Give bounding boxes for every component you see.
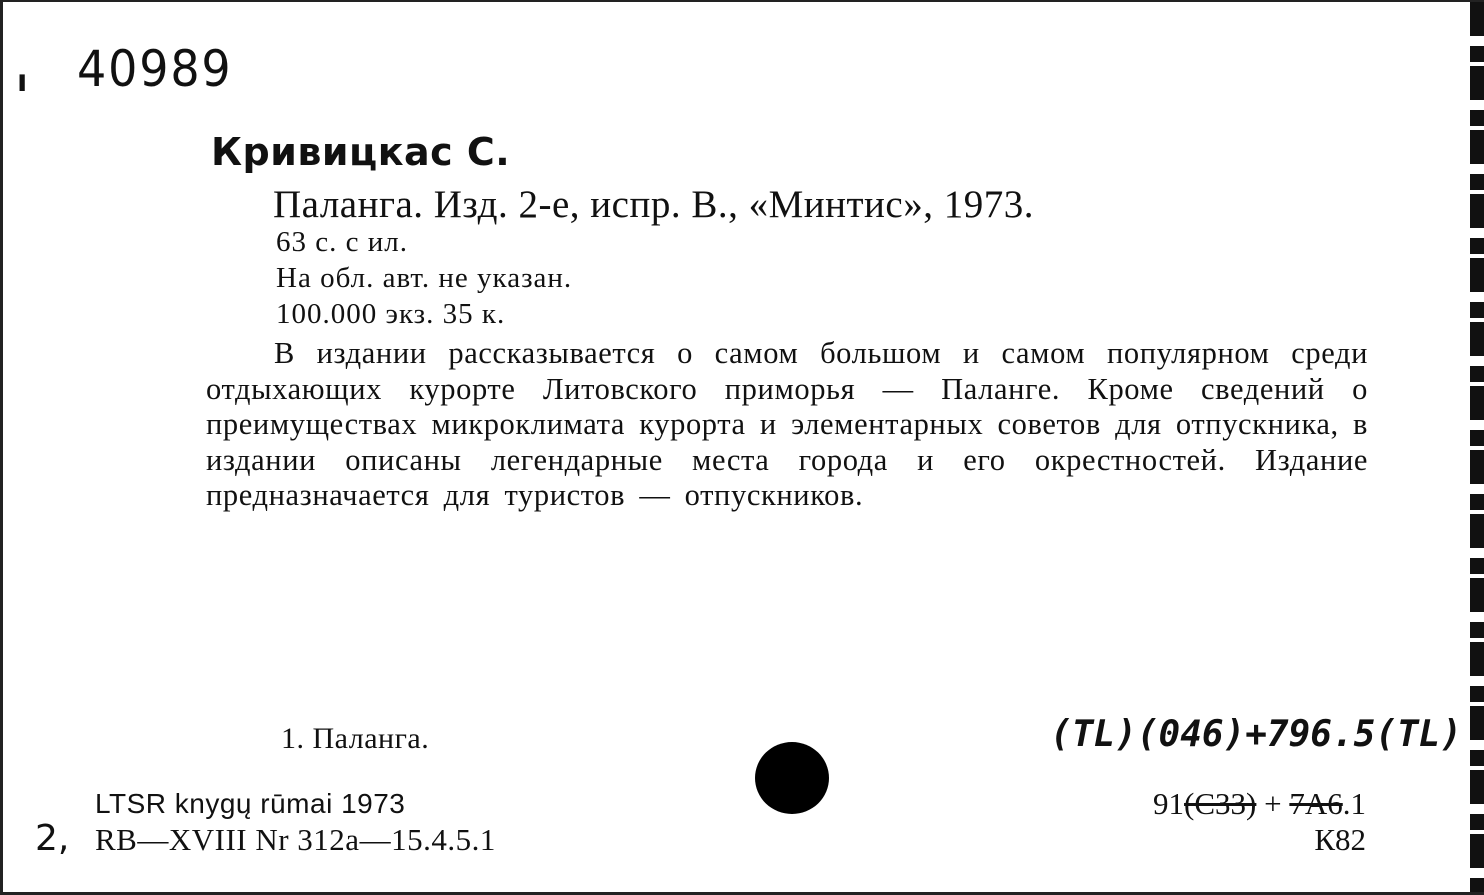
author-sign: К82 — [1314, 822, 1366, 857]
pen-tick-mark: ı — [17, 64, 28, 99]
cover-note: На обл. авт. не указан. — [276, 262, 573, 294]
handwritten-accession-number: 40989 — [77, 40, 233, 98]
subject-heading: 1. Паланга. — [281, 722, 430, 755]
publisher-line-1: LTSR knygų rūmai 1973 — [95, 788, 406, 819]
classification-struck: (С33) — [1184, 786, 1257, 821]
classification-suffix: .1 — [1342, 786, 1366, 821]
punch-hole — [755, 742, 829, 814]
print-run-price: 100.000 экз. 35 к. — [276, 298, 506, 330]
classification-index — [1153, 786, 1366, 822]
publisher-line-2: RB—XVIII Nr 312a—15.4.5.1 — [95, 822, 496, 857]
annotation-paragraph: В издании рассказывается о самом большом и самом популярном среди отдыхающих курорте Литовского приморья — Паланге. Кроме сведений о преимуществах микроклимата курорта и элементарных советов для отпускника, в издании описаны легендарные места города и его окрестностей. Издание предназначается для туристов — отпускников. — [206, 336, 1368, 513]
classification-struck-2: 7А6 — [1289, 786, 1343, 821]
handwritten-classification: (TL)(046)+796.5(TL) — [1050, 714, 1462, 755]
pagination: 63 с. с ил. — [276, 226, 408, 258]
classification-middle: + — [1256, 786, 1290, 821]
classification-prefix: 91 — [1153, 786, 1185, 821]
card-edge — [1470, 2, 1484, 895]
title-imprint: Паланга. Изд. 2-е, испр. В., «Минтис», 1973. — [273, 183, 1034, 226]
author-heading: Кривицкас С. — [211, 130, 511, 174]
handwritten-copy-mark: 2, — [35, 818, 70, 859]
